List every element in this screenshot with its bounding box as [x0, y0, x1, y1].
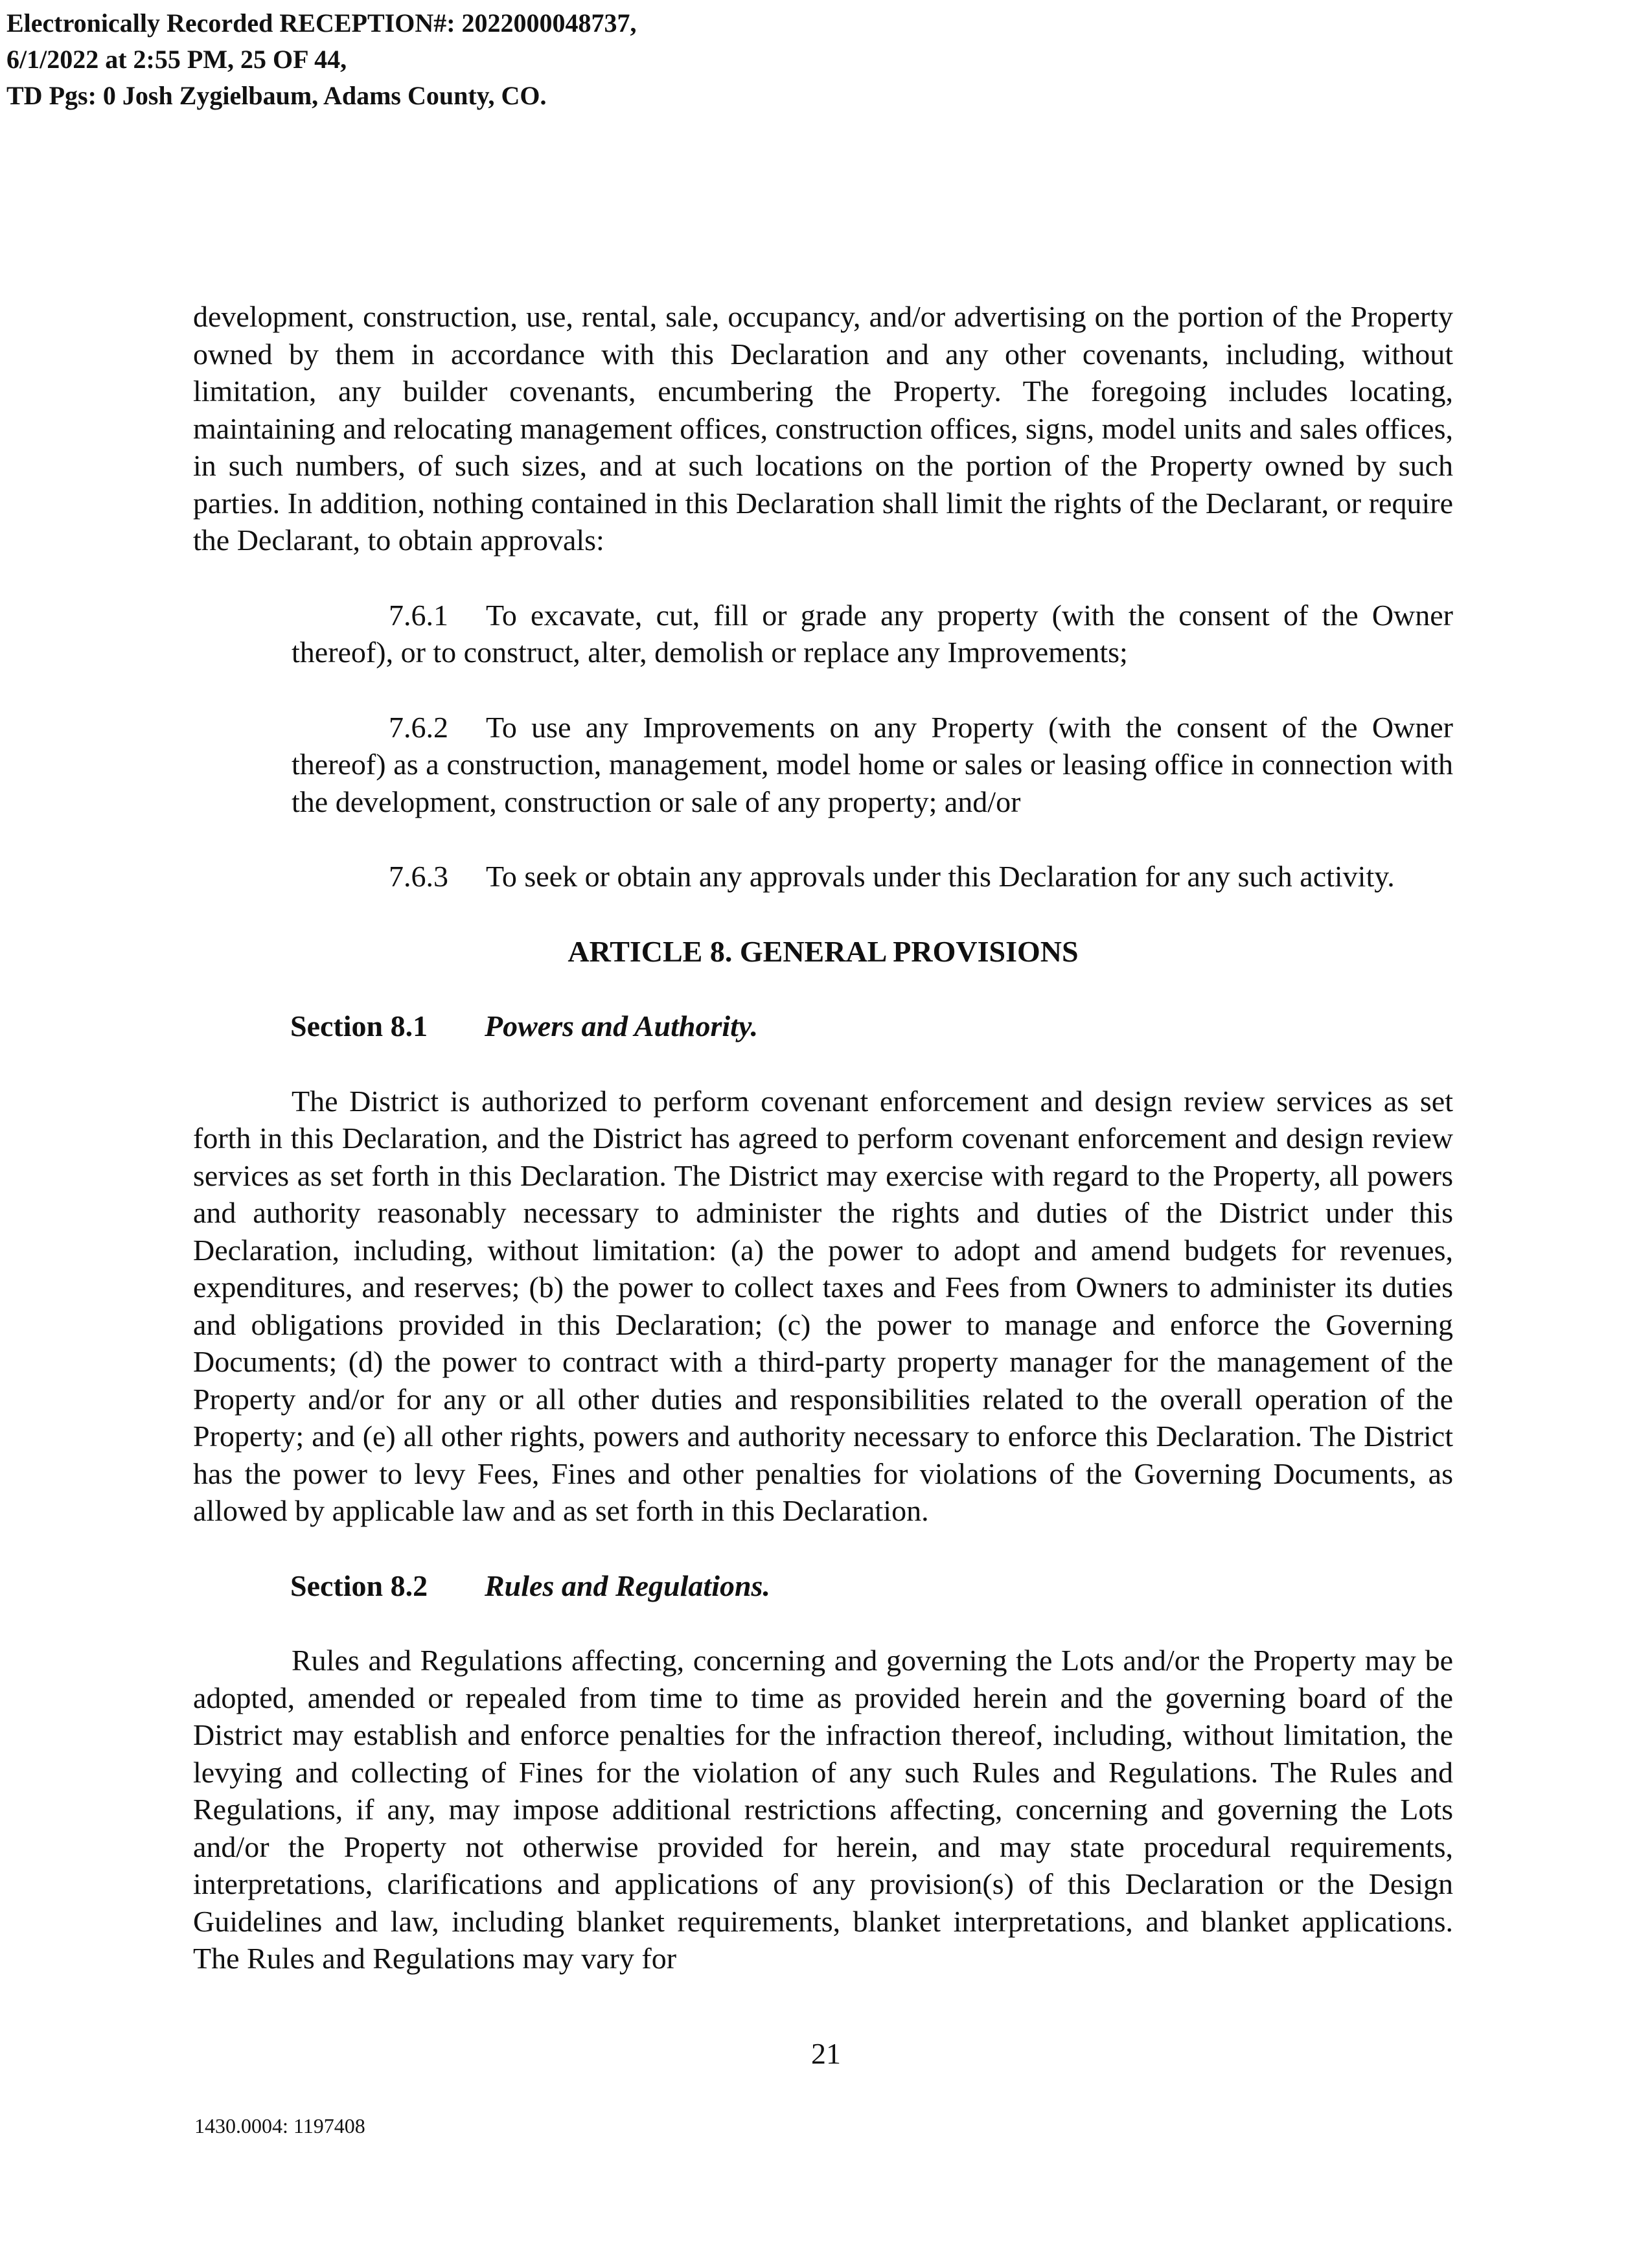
stamp-line-2: 6/1/2022 at 2:55 PM, 25 OF 44,	[6, 45, 347, 74]
section-8-2-body: Rules and Regulations affecting, concerning and governing the Lots and/or the Property may be adopted, amended or repealed from time to time as provided herein and the governing board of the District may establish and enforce penalties for the infraction thereof, including, without limitation, the levying and collecting of Fines for the violation of any such Rules and Regulations. The Rules and Regulations, if any, may impose additional restrictions affecting, concerning and governing the Lots and/or the Property not otherwise provided for herein, and may state procedural requirements, interpretations, clarifications and applications of any provision(s) of this Declaration or the Design Guidelines and law, including blanket requirements, blanket interpretations, and blanket applications. The Rules and Regulations may vary for	[193, 1644, 1453, 1975]
section-8-2-heading	[290, 1567, 1453, 1605]
intro-paragraph: development, construction, use, rental, sale, occupancy, and/or advertising on the portion of the Property owned by them in accordance with this Declaration and any other covenants, including, without limitation, any builder covenants, encumbering the Property. The foregoing includes locating, maintaining and relocating management offices, construction offices, signs, model units and sales offices, in such numbers, of such sizes, and at such locations on the portion of the Property owned by such parties. In addition, nothing contained in this Declaration shall limit the rights of the Declarant, or require the Declarant, to obtain approvals:	[193, 300, 1453, 557]
subsection-text: To use any Improvements on any Property (with the consent of the Owner thereof) as a construction, management, model home or sales or leasing office in connection with the development, construction or sale of any property; and/or	[292, 710, 1453, 818]
page-number: 21	[811, 2037, 841, 2070]
document-id: 1430.0004: 1197408	[194, 2114, 365, 2137]
subsection-number: 7.6.2	[389, 710, 448, 744]
stamp-line-3: TD Pgs: 0 Josh Zygielbaum, Adams County, CO.	[6, 81, 547, 110]
subsection-text: To seek or obtain any approvals under this Declaration for any such activity.	[486, 860, 1395, 893]
recording-stamp	[6, 5, 637, 114]
section-title: Rules and Regulations.	[485, 1569, 770, 1602]
stamp-line-1: Electronically Recorded RECEPTION#: 2022000048737,	[6, 8, 637, 38]
section-number: Section 8.1	[290, 1009, 428, 1042]
subsection-7-6-3	[292, 858, 1453, 895]
section-8-1-heading	[290, 1007, 1453, 1045]
subsection-text: To excavate, cut, fill or grade any property (with the consent of the Owner thereof), or to construct, alter, demolish or replace any Improvements;	[292, 598, 1453, 669]
article-heading: ARTICLE 8. GENERAL PROVISIONS	[568, 934, 1079, 968]
subsection-list	[292, 597, 1453, 895]
subsection-7-6-1	[292, 597, 1453, 671]
section-8-1-body: The District is authorized to perform covenant enforcement and design review services as set forth in this Declaration, and the District has agreed to perform covenant enforcement and design review services as set forth in this Declaration. The District may exercise with regard to the Property, all powers and authority reasonably necessary to administer the rights and duties of the District under this Declaration, including, without limitation: (a) the power to adopt and amend budgets for revenues, expenditures, and reserves; (b) the power to collect taxes and Fees from Owners to administer its duties and obligations provided in this Declaration; (c) the power to manage and enforce the Governing Documents; (d) the power to contract with a third-party property manager for the management of the Property and/or for any or all other duties and responsibilities related to the overall operation of the Property; and (e) all other rights, powers and authority necessary to enforce this Declaration. The District has the power to levy Fees, Fines and other penalties for violations of the Governing Documents, as allowed by applicable law and as set forth in this Declaration.	[193, 1084, 1453, 1527]
section-title: Powers and Authority.	[485, 1009, 759, 1042]
subsection-7-6-2	[292, 709, 1453, 821]
document-body	[193, 298, 1453, 1977]
subsection-number: 7.6.3	[389, 860, 448, 893]
subsection-number: 7.6.1	[389, 598, 448, 632]
section-number: Section 8.2	[290, 1569, 428, 1602]
